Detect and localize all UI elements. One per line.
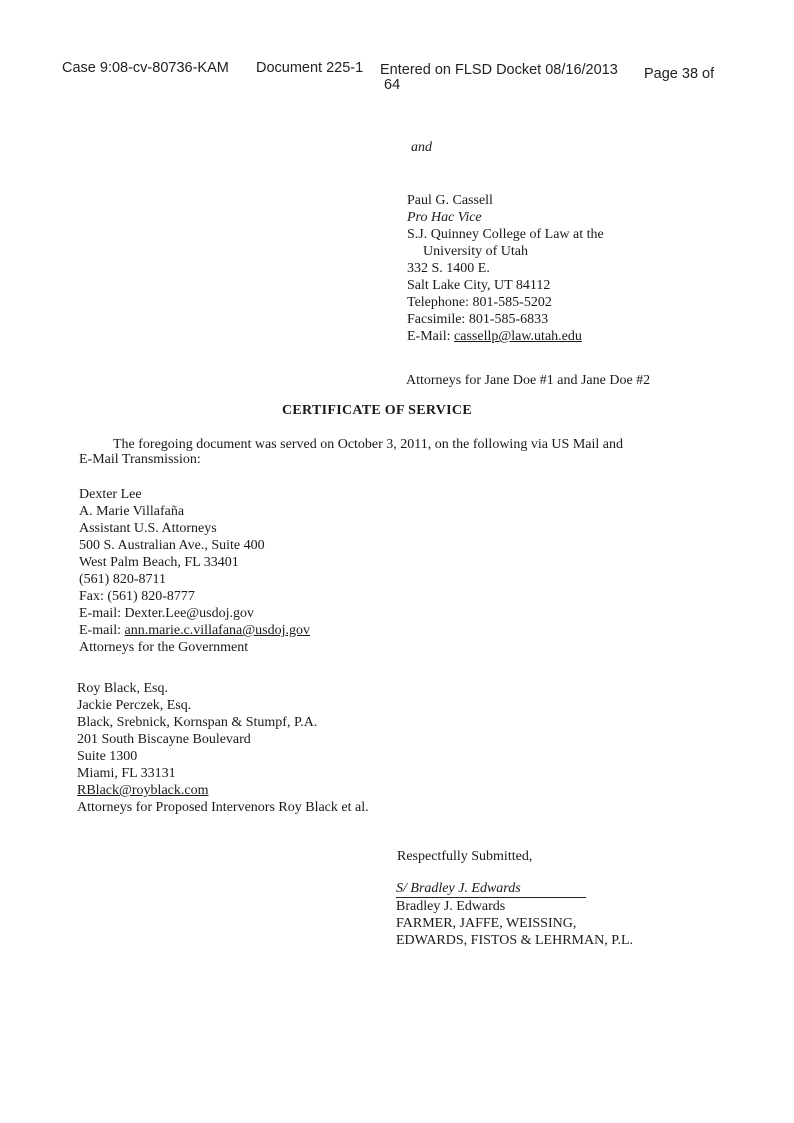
- counsel-facsimile: Facsimile: 801-585-6833: [407, 312, 549, 327]
- counsel-email-label: E-Mail:: [407, 329, 455, 344]
- counsel-name: Paul G. Cassell: [407, 193, 493, 208]
- gov-email2-label: E-mail:: [79, 623, 125, 638]
- black-email-link[interactable]: RBlack@royblack.com: [77, 783, 209, 798]
- counsel-street: 332 S. 1400 E.: [407, 261, 490, 276]
- black-name2: Jackie Perczek, Esq.: [77, 698, 192, 713]
- gov-email2-line: [79, 622, 310, 639]
- signature-block: [396, 898, 633, 949]
- gov-name2: A. Marie Villafaña: [79, 504, 185, 519]
- closing: Respectfully Submitted,: [397, 849, 533, 864]
- black-suite: Suite 1300: [77, 749, 138, 764]
- counsel-email-link[interactable]: cassellp@law.utah.edu: [454, 329, 582, 344]
- page-total: 64: [384, 77, 401, 93]
- black-firm: Black, Srebnick, Kornspan & Stumpf, P.A.: [77, 715, 318, 730]
- service-black-block: [77, 680, 369, 816]
- signature-line: [396, 880, 586, 898]
- signer-name: Bradley J. Edwards: [396, 899, 506, 914]
- signer-firm-line1: FARMER, JAFFE, WEISSING,: [396, 916, 577, 931]
- page-indicator: Page 38 of: [644, 66, 715, 82]
- black-name1: Roy Black, Esq.: [77, 681, 168, 696]
- signature-text: S/ Bradley J. Edwards: [396, 880, 586, 898]
- counsel-school-line1: S.J. Quinney College of Law at the: [407, 227, 604, 242]
- counsel-attorneys-for: Attorneys for Jane Doe #1 and Jane Doe #2: [406, 373, 651, 388]
- gov-attorneys-for: Attorneys for the Government: [79, 640, 249, 655]
- counsel-telephone: Telephone: 801-585-5202: [407, 295, 552, 310]
- signer-firm-line2: EDWARDS, FISTOS & LEHRMAN, P.L.: [396, 933, 633, 948]
- gov-email2-link[interactable]: ann.marie.c.villafana@usdoj.gov: [124, 623, 310, 638]
- counsel-city: Salt Lake City, UT 84112: [407, 278, 551, 293]
- service-government-block: [79, 486, 310, 656]
- counsel-block: [407, 192, 604, 345]
- gov-city: West Palm Beach, FL 33401: [79, 555, 239, 570]
- black-city: Miami, FL 33131: [77, 766, 176, 781]
- docket-entry: Entered on FLSD Docket 08/16/2013: [380, 62, 618, 78]
- certificate-line2: E-Mail Transmission:: [79, 452, 201, 467]
- case-number: Case 9:08-cv-80736-KAM: [62, 60, 229, 76]
- black-street: 201 South Biscayne Boulevard: [77, 732, 251, 747]
- and-connector: and: [411, 140, 432, 155]
- document-number: Document 225-1: [256, 60, 364, 76]
- gov-street: 500 S. Australian Ave., Suite 400: [79, 538, 265, 553]
- gov-title: Assistant U.S. Attorneys: [79, 521, 217, 536]
- counsel-email-line: [407, 328, 604, 345]
- gov-fax: Fax: (561) 820-8777: [79, 589, 195, 604]
- black-attorneys-for: Attorneys for Proposed Intervenors Roy Black et al.: [77, 800, 369, 815]
- certificate-title: CERTIFICATE OF SERVICE: [282, 403, 472, 418]
- certificate-line1: The foregoing document was served on October 3, 2011, on the following via US Mail and: [113, 437, 623, 452]
- counsel-status: Pro Hac Vice: [407, 210, 482, 225]
- gov-name1: Dexter Lee: [79, 487, 142, 502]
- gov-email1: E-mail: Dexter.Lee@usdoj.gov: [79, 606, 255, 621]
- counsel-school-line2: University of Utah: [423, 244, 528, 259]
- gov-phone: (561) 820-8711: [79, 572, 166, 587]
